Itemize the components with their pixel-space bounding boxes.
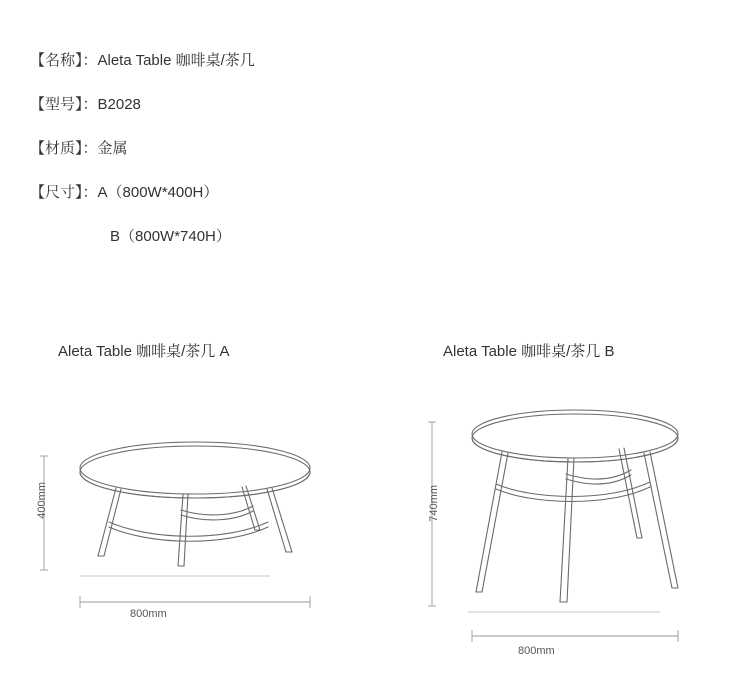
- leg-front-mid-inner-a: [184, 494, 188, 566]
- spec-row-name: 【名称】：Aleta Table 咖啡桌/茶几: [30, 52, 255, 69]
- leg-front-right-inner-b: [644, 453, 672, 588]
- stretcher-right-b: [566, 470, 631, 479]
- dimension-label-width-b: 800mm: [518, 645, 555, 657]
- dimension-label-height-a: 400mm: [36, 482, 48, 519]
- leg-front-right-inner-a: [267, 489, 286, 552]
- tabletop-surface-b: [472, 410, 678, 458]
- tabletop-surface-a: [80, 442, 310, 494]
- table-drawing-a: [20, 390, 360, 650]
- leg-front-left-inner-b: [482, 453, 508, 592]
- spec-row-material: 【材质】：金属: [30, 140, 128, 157]
- product-spec-list: [30, 50, 630, 248]
- figure-caption-b: Aleta Table 咖啡桌/茶几 B: [443, 343, 615, 360]
- spec-row-size-second: B（800W*740H）: [110, 228, 231, 245]
- stretcher-front-a: [109, 522, 268, 536]
- leg-front-left-b: [476, 452, 502, 592]
- spec-row-size: 【尺寸】：A（800W*400H）: [30, 184, 219, 201]
- leg-front-mid-a: [178, 494, 183, 566]
- stretcher-right-a: [181, 506, 253, 515]
- dimension-label-height-b: 740mm: [428, 485, 440, 522]
- leg-front-right-b: [650, 452, 678, 588]
- figure-caption-a: Aleta Table 咖啡桌/茶几 A: [58, 343, 230, 360]
- spec-row-model: 【型号】：B2028: [30, 96, 141, 113]
- table-drawing-b: [410, 380, 740, 680]
- stretcher-front-lower-a: [109, 527, 268, 541]
- dimension-label-width-a: 800mm: [130, 608, 167, 620]
- leg-front-right-a: [272, 488, 292, 552]
